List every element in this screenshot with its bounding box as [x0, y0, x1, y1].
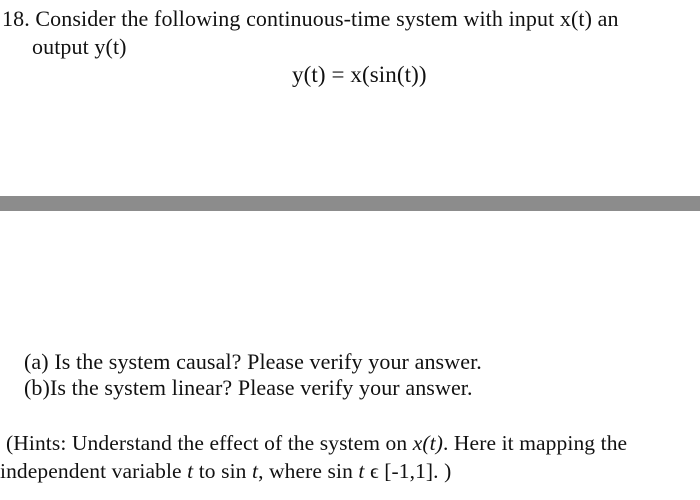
hint-variable: x(t) [412, 431, 443, 455]
gray-divider-bar [0, 196, 700, 211]
part-b-question: (b)Is the system linear? Please verify your answer. [24, 375, 473, 400]
question-text-line-2: output y(t) [32, 34, 127, 59]
hint-text: independent variable [0, 459, 188, 483]
hint-variable: t [358, 459, 365, 483]
hint-line-2 [0, 458, 451, 484]
part-a-question: (a) Is the system causal? Please verify your answer. [24, 349, 482, 374]
hint-variable: t [252, 459, 259, 483]
hint-text: , where sin [258, 459, 359, 483]
hint-text: . Here it mapping the [442, 431, 628, 455]
hint-text: (Hints: Understand the effect of the system on [6, 431, 413, 455]
system-equation: y(t) = x(sin(t)) [292, 62, 427, 87]
question-text-line-1: 18. Consider the following continuous-time system with input x(t) an [2, 6, 619, 31]
hint-text: ϵ [-1,1]. ) [364, 459, 452, 483]
hint-variable: t [187, 459, 194, 483]
hint-line-1 [6, 430, 627, 456]
hint-text: to sin [193, 459, 252, 483]
